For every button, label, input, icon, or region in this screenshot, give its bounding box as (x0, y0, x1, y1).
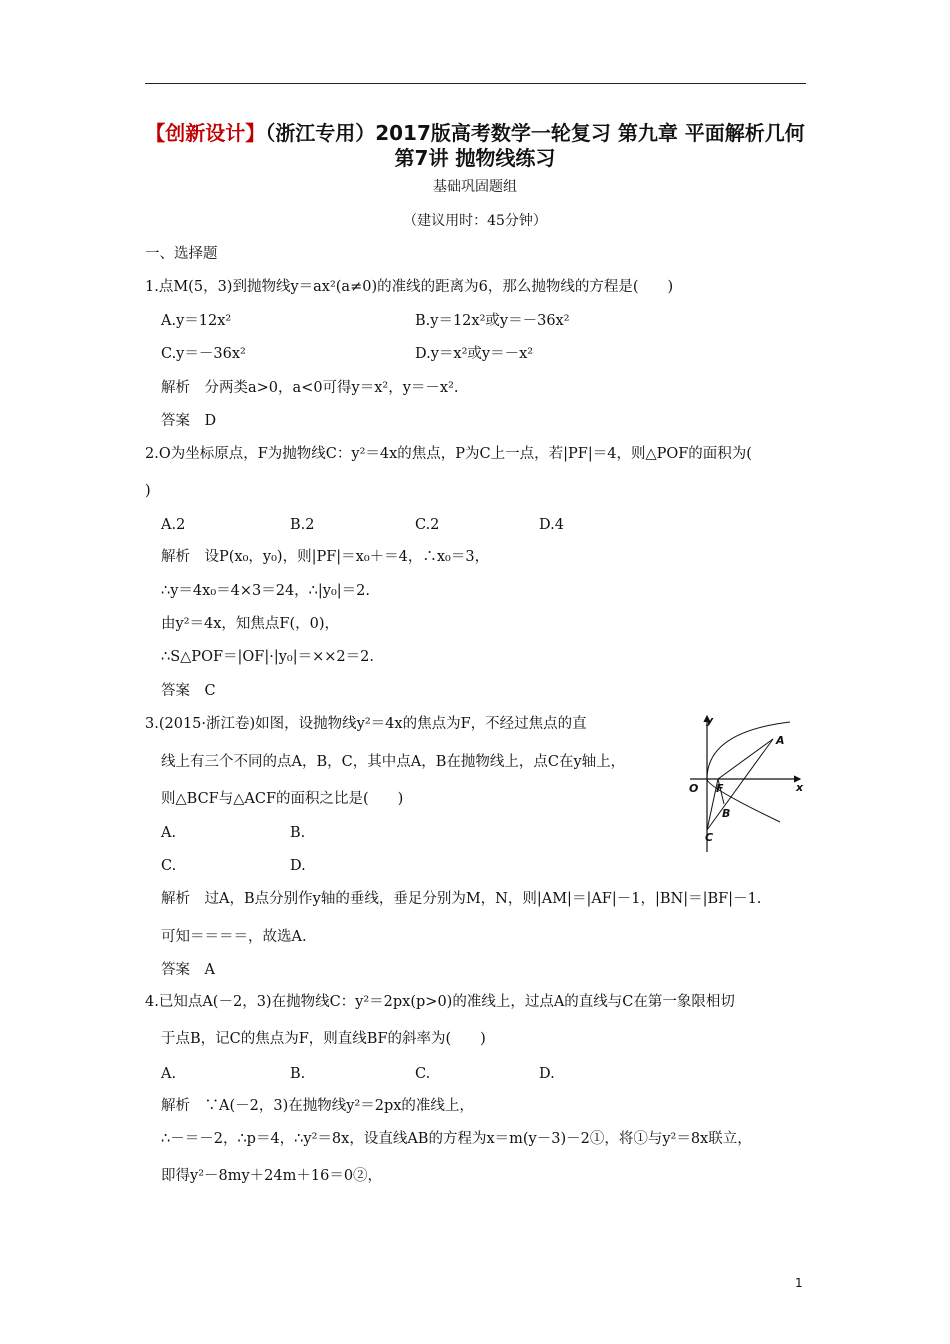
q4-option-b: B. (290, 1066, 306, 1082)
section-heading: 一、选择题 (145, 246, 218, 262)
label-y: y (706, 714, 714, 727)
q2-analysis-3: 由y²＝4x，知焦点F(，0)， (161, 616, 340, 632)
q1-option-a: A.y＝12x² (161, 313, 232, 329)
q2-option-a: A.2 (161, 517, 186, 533)
title-text: （浙江专用）2017版高考数学一轮复习 第九章 平面解析几何 第7讲 抛物线练习 (265, 121, 805, 170)
q3-analysis-2: 可知＝＝＝＝，故选A. (161, 929, 307, 945)
q4-option-a: A. (161, 1066, 177, 1082)
q1-option-b: B.y＝12x²或y＝－36x² (415, 313, 570, 329)
q3-option-c: C. (161, 858, 177, 874)
q2-analysis-2: ∴y＝4x₀＝4×3＝24，∴|y₀|＝2. (161, 583, 371, 599)
q4-analysis-2: ∴－＝－2，∴p＝4，∴y²＝8x，设直线AB的方程为x＝m(y－3)－2①，将①与y²＝8x联立， (161, 1131, 752, 1147)
q1-option-c: C.y＝－36x² (161, 346, 246, 362)
q2-option-c: C.2 (415, 517, 440, 533)
q3-stem-line1: 3.(2015·浙江卷)如图，设抛物线y²＝4x的焦点为F，不经过焦点的直 (145, 716, 587, 732)
time-note: （建议用时：45分钟） (403, 213, 547, 229)
label-a: A (776, 734, 785, 747)
q3-option-d: D. (290, 858, 306, 874)
segment-fa (718, 739, 773, 779)
header-rule (145, 83, 806, 84)
q3-answer: 答案 A (161, 962, 215, 978)
parabola-figure (680, 712, 810, 857)
q3-option-b: B. (290, 825, 306, 841)
page-number: 1 (795, 1276, 803, 1290)
q2-stem-line1: 2.O为坐标原点，F为抛物线C：y²＝4x的焦点，P为C上一点，若|PF|＝4，则△POF的面积为( (145, 446, 752, 462)
q4-analysis-1: 解析 ∵A(－2，3)在抛物线y²＝2px的准线上， (161, 1098, 474, 1114)
q3-stem-line3: 则△BCF与△ACF的面积之比是( ) (161, 791, 404, 807)
label-o: O (689, 782, 699, 795)
q1-analysis: 解析 分两类a>0，a<0可得y＝x²，y＝－x². (161, 380, 459, 396)
q4-stem-line2: 于点B，记C的焦点为F，则直线BF的斜率为( ) (161, 1031, 486, 1047)
q2-option-d: D.4 (539, 517, 564, 533)
label-b: B (722, 807, 731, 820)
q2-stem-line2: ) (145, 483, 151, 499)
q3-stem-line2: 线上有三个不同的点A，B，C，其中点A，B在抛物线上，点C在y轴上， (161, 754, 626, 770)
q4-stem-line1: 4.已知点A(－2，3)在抛物线C：y²＝2px(p>0)的准线上，过点A的直线与C在第一象限相切 (145, 994, 735, 1010)
q2-option-b: B.2 (290, 517, 315, 533)
q3-analysis-1: 解析 过A，B点分别作y轴的垂线，垂足分别为M，N，则|AM|＝|AF|－1，|BN|＝|BF|－1. (161, 891, 762, 907)
document-title (140, 121, 810, 171)
q1-answer: 答案 D (161, 413, 217, 429)
subtitle: 基础巩固题组 (433, 179, 517, 195)
q1-stem: 1.点M(5，3)到抛物线y＝ax²(a≠0)的准线的距离为6，那么抛物线的方程是( ) (145, 279, 674, 295)
label-c: C (705, 831, 714, 844)
title-bracket: 【创新设计】 (145, 121, 266, 145)
q3-option-a: A. (161, 825, 177, 841)
q4-option-c: C. (415, 1066, 431, 1082)
q2-analysis-4: ∴S△POF＝|OF|·|y₀|＝××2＝2. (161, 649, 374, 665)
q4-analysis-3: 即得y²－8my＋24m＋16＝0②， (161, 1168, 383, 1184)
label-f: F (716, 782, 724, 795)
q4-option-d: D. (539, 1066, 555, 1082)
q2-answer: 答案 C (161, 683, 216, 699)
label-x: x (796, 781, 804, 794)
q1-option-d: D.y＝x²或y＝－x² (415, 346, 534, 362)
q2-analysis-1: 解析 设P(x₀，y₀)，则|PF|＝x₀＋＝4，∴x₀＝3， (161, 549, 490, 565)
